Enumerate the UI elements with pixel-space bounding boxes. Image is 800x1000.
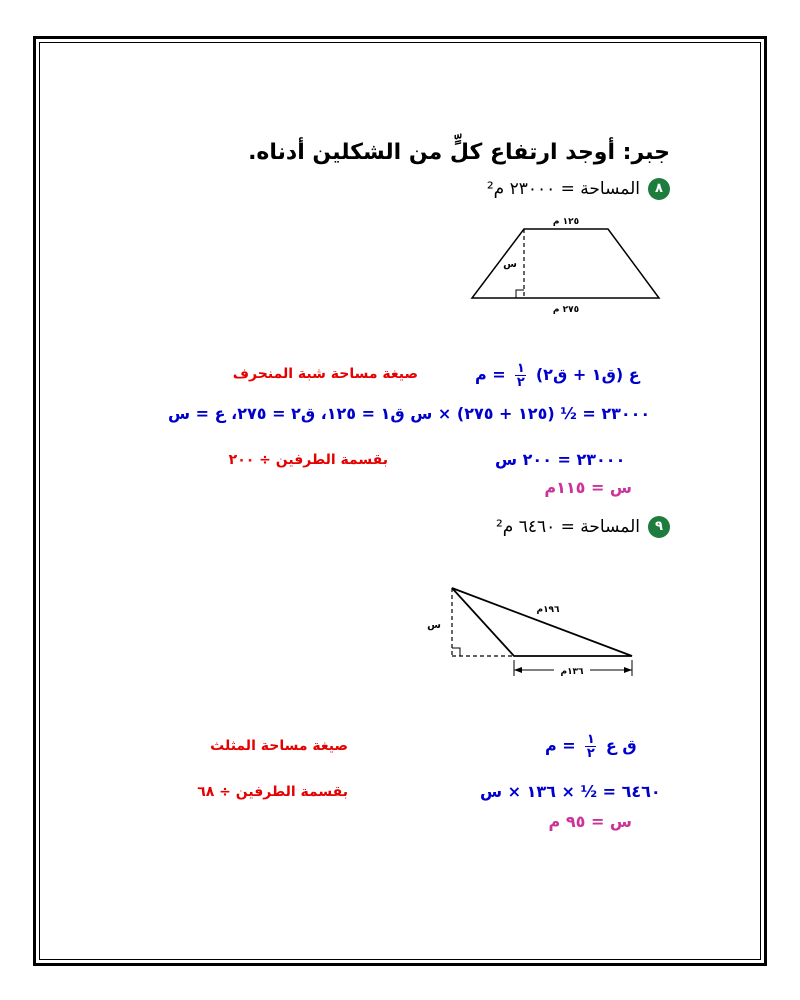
triangle-side-label: ١٩٦م [536,605,560,615]
arrow-right [624,667,632,673]
p8-answer: س = ١١٥م [544,478,632,497]
p9-line2-formula: ٦٤٦٠ = ½ × ١٣٦ × س [480,782,661,801]
problem-8-area: المساحة = ٢٣٠٠٠ م² [486,179,640,199]
triangle-shape [452,588,632,656]
right-angle-mark [452,648,460,656]
arrow-left [514,667,522,673]
trapezoid-height-label: س [503,259,517,270]
problem-9-header [496,516,670,538]
triangle-height-label: س [427,620,441,631]
right-angle-mark [516,290,524,298]
triangle-base-label: ١٣٦م [560,667,584,677]
p8-line1-note: صيغة مساحة شبة المنحرف [232,366,418,382]
p8-line2-formula: ٢٣٠٠٠ = ½ (١٢٥ + ٢٧٥) × س ق١ = ١٢٥، ق٢ = ٢٧٥، ع = س [168,404,651,423]
exercise-heading: جبر: أوجد ارتفاع كلٍّ من الشكلين أدناه. [248,140,670,165]
half-fraction: $\frac{١}{٢}$ [516,361,525,390]
trapezoid-shape [472,229,659,298]
problem-9-area: المساحة = ٦٤٦٠ م² [495,517,640,537]
p8-line3-formula: ٢٣٠٠٠ = ٢٠٠ س [495,450,626,469]
p9-line2-note: بقسمة الطرفين ÷ ٦٨ [197,784,348,800]
p9-formula-line: ق ع $\frac{١}{٢}$ = م [545,732,637,761]
problem-8-number: ٨ [648,178,670,200]
problem-8-header [487,178,670,200]
triangle-figure [420,580,650,680]
trapezoid-bottom-label: ٢٧٥ م [552,305,580,315]
half-fraction: $\frac{١}{٢}$ [586,732,595,761]
p8-line3-note: بقسمة الطرفين ÷ ٢٠٠ [228,452,388,468]
p9-line1-note: صيغة مساحة المثلث [210,738,348,754]
problem-9-number: ٩ [648,516,670,538]
trapezoid-figure [460,210,670,320]
trapezoid-top-label: ١٢٥ م [552,217,580,227]
p8-formula-line: ع (ق١ + ق٢) $\frac{١}{٢}$ = م [475,361,640,390]
p9-answer: س = ٩٥ م [548,812,632,831]
